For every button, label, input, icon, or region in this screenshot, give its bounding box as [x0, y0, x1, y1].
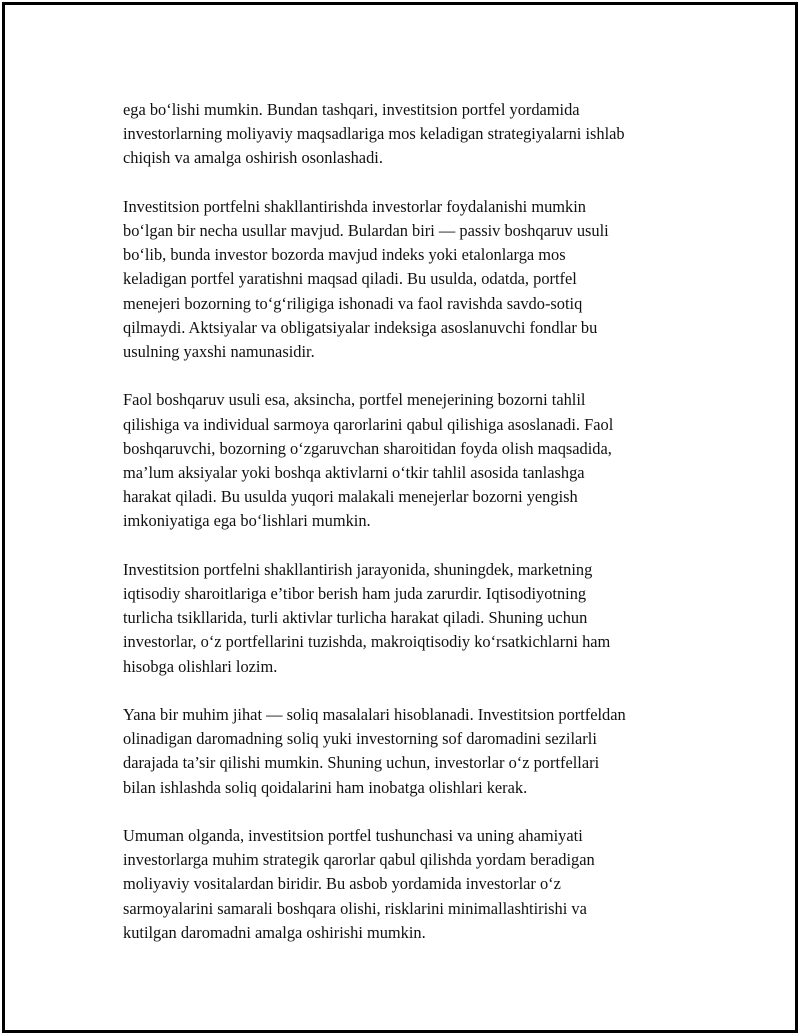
text-line: investorlarga muhim strategik qarorlar qabul qilishda yordam beradigan: [123, 850, 595, 870]
paragraph-4: [123, 558, 693, 679]
text-line: Yana bir muhim jihat — soliq masalalari hisoblanadi. Investitsion portfeldan: [123, 705, 626, 725]
text-line: ega bo‘lishi mumkin. Bundan tashqari, investitsion portfel yordamida: [123, 100, 580, 119]
text-line: qilmaydi. Aktsiyalar va obligatsiyalar indeksiga asoslanuvchi fondlar bu: [123, 317, 598, 337]
text-line: kutilgan daromadni amalga oshirishi mumkin.: [123, 922, 426, 942]
paragraph-1: [123, 98, 693, 171]
text-line: sarmoyalarini samarali boshqara olishi, risklarini minimallashtirishi va: [123, 898, 587, 918]
text-line: bilan ishlashda soliq qoidalarini ham inobatga olishlari kerak.: [123, 777, 528, 797]
text-line: Investitsion portfelni shakllantirishda investorlar foydalanishi mumkin: [123, 196, 586, 216]
text-line: chiqish va amalga oshirish osonlashadi.: [123, 148, 383, 168]
text-line: keladigan portfel yaratishni maqsad qiladi. Bu usulda, odatda, portfel: [123, 269, 577, 289]
text-line: boshqaruvchi, bozorning o‘zgaruvchan sharoitidan foyda olish maqsadida,: [123, 438, 612, 458]
page-frame: [2, 2, 798, 1033]
paragraph-5: [123, 703, 693, 800]
text-line: darajada ta’sir qilishi mumkin. Shuning uchun, investorlar o‘z portfellari: [123, 753, 600, 773]
text-line: bo‘lib, bunda investor bozorda mavjud indeks yoki etalonlarga mos: [123, 245, 566, 265]
paragraph-2: [123, 195, 693, 364]
text-line: qilishiga va individual sarmoya qarorlarini qabul qilishiga asoslanadi. Faol: [123, 414, 614, 434]
text-line: hisobga olishlari lozim.: [123, 656, 278, 676]
text-line: imkoniyatiga ega bo‘lishlari mumkin.: [123, 511, 371, 531]
text-line: Faol boshqaruv usuli esa, aksincha, portfel menejerining bozorni tahlil: [123, 390, 586, 410]
text-line: Umuman olganda, investitsion portfel tushunchasi va uning ahamiyati: [123, 826, 583, 846]
paragraph-6: [123, 824, 693, 945]
text-line: menejeri bozorning to‘g‘riligiga ishonadi va faol ravishda savdo-sotiq: [123, 293, 583, 313]
text-line: iqtisodiy sharoitlariga e’tibor berish ham juda zarurdir. Iqtisodiyotning: [123, 584, 587, 604]
text-line: bo‘lgan bir necha usullar mavjud. Bulardan biri — passiv boshqaruv usuli: [123, 221, 609, 240]
text-line: investorlarning moliyaviy maqsadlariga mos keladigan strategiyalarni ishlab: [123, 124, 625, 144]
text-line: investorlar, o‘z portfellarini tuzishda, makroiqtisodiy ko‘rsatkichlarni ham: [123, 632, 611, 652]
text-line: usulning yaxshi namunasidir.: [123, 342, 315, 362]
text-line: harakat qiladi. Bu usulda yuqori malakali menejerlar bozorni yengish: [123, 487, 578, 507]
text-line: moliyaviy vositalardan biridir. Bu asbob yordamida investorlar o‘z: [123, 874, 561, 894]
text-line: Investitsion portfelni shakllantirish jarayonida, shuningdek, marketning: [123, 559, 593, 579]
text-line: olinadigan daromadning soliq yuki investorning sof daromadini sezilarli: [123, 729, 597, 749]
text-line: turlicha tsikllarida, turli aktivlar turlicha harakat qiladi. Shuning uchun: [123, 608, 588, 628]
document-body: [123, 98, 693, 969]
text-line: ma’lum aksiyalar yoki boshqa aktivlarni o‘tkir tahlil asosida tanlashga: [123, 463, 585, 483]
paragraph-3: [123, 388, 693, 533]
